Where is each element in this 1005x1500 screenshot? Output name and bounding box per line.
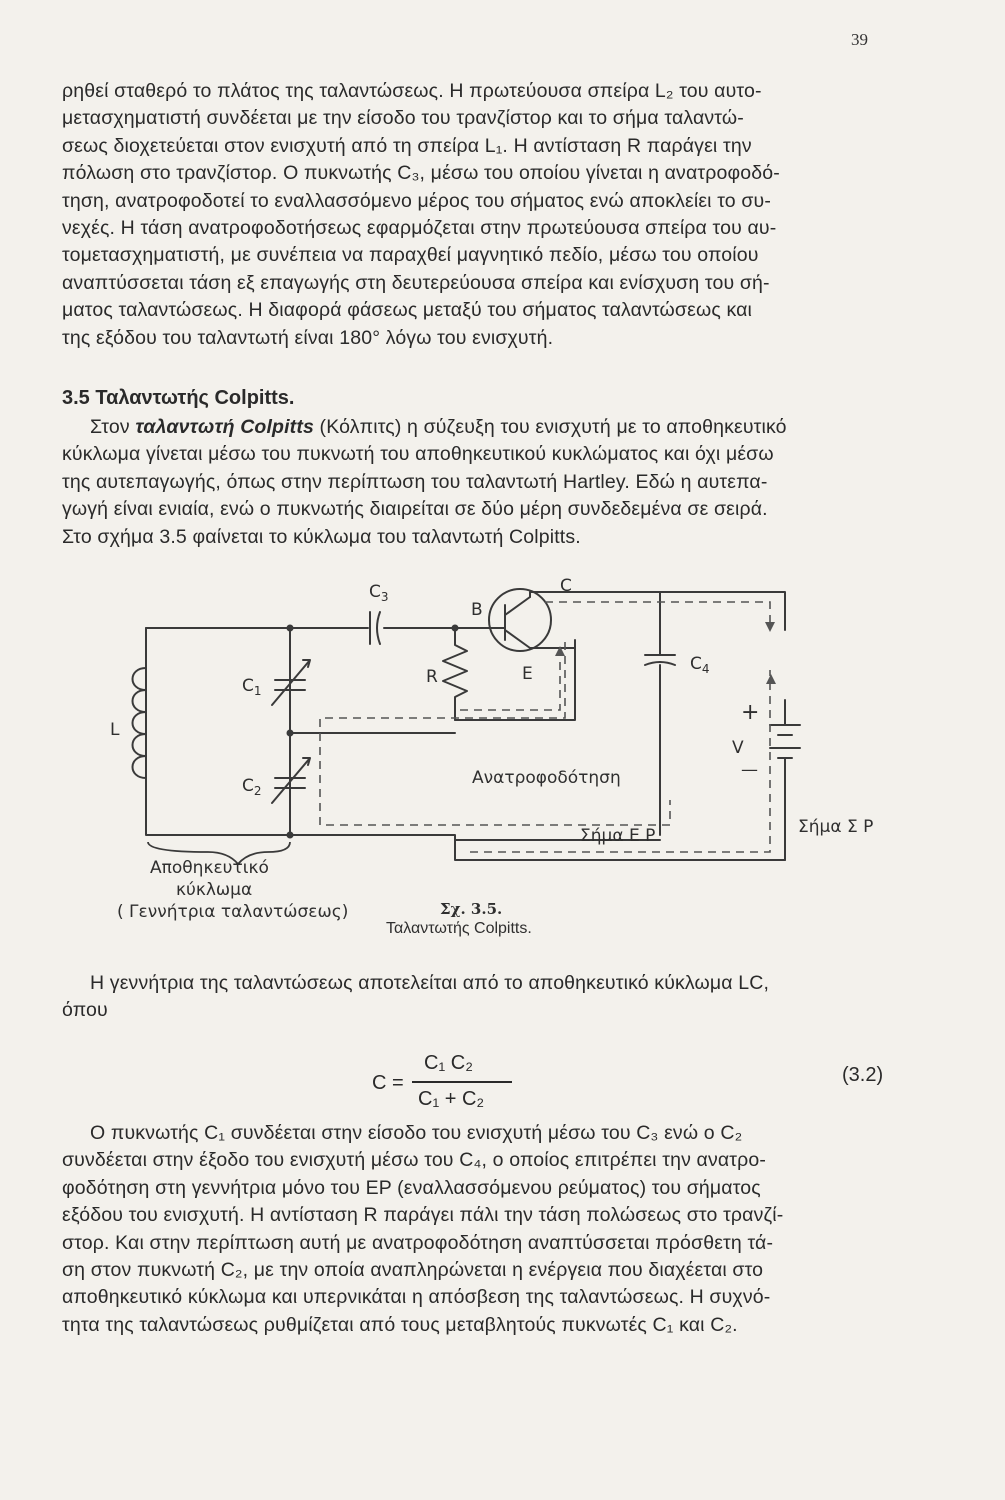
label-signal-sp: Σήμα Σ Ρ — [798, 817, 874, 837]
label-collector: C — [560, 576, 572, 596]
text-line: όπου — [62, 999, 108, 1022]
equation-3-2 — [0, 1046, 1005, 1116]
capacitor-c4 — [645, 592, 675, 835]
text-line: ρηθεί σταθερό το πλάτος της ταλαντώσεως. Η πρωτεύουσα σπείρα L₂ του αυτο- — [62, 80, 762, 102]
text-line: εξόδου του ενισχυτή. Η αντίσταση R παράγει πάλι την τάση πολώσεως στο τρανζί- — [62, 1204, 784, 1227]
label-c4: $C_4$ — [690, 654, 710, 676]
text-run: (Κόλπιτς) η σύζευξη του ενισχυτή με το αποθηκευτικό — [313, 416, 787, 438]
text-line: τητα της ταλαντώσεως ρυθμίζεται από τους μεταβλητούς πυκνωτές C₁ και C₂. — [62, 1313, 738, 1336]
equation-equals: = — [392, 1072, 404, 1094]
label-c1: $C_1$ — [242, 676, 262, 698]
wire-tank-left — [146, 628, 290, 835]
text-line: Στο σχήμα 3.5 φαίνεται το κύκλωμα του ταλαντωτή Colpitts. — [62, 525, 581, 548]
text-line: σεως διοχετεύεται στον ενισχυτή από τη σπείρα L₁. Η αντίσταση R παράγει την — [62, 134, 752, 157]
text-line: Ο πυκνωτής C₁ συνδέεται στην είσοδο του ενισχυτή μέσω του C₃ ενώ ο C₂ — [90, 1122, 743, 1144]
inductor-l — [133, 668, 147, 778]
text-line — [62, 414, 882, 441]
text-line: της αυτεπαγωγής, όπως στην περίπτωση του ταλαντωτή Hartley. Εδώ η αυτεπα- — [62, 470, 768, 493]
text-line: ματος ταλαντώσεως. Η διαφορά φάσεως μεταξύ του σήματος ταλαντώσεως και — [62, 299, 753, 322]
label-c2: $C_2$ — [242, 776, 262, 798]
label-inductor: L — [110, 720, 120, 740]
text-line: γωγή είναι ενιαία, ενώ ο πυκνωτής διαιρείται σε δύο μέρη συνδεδεμένα σε σειρά. — [62, 498, 768, 521]
label-plus: + — [741, 700, 760, 725]
page-number: 39 — [851, 30, 868, 49]
text-line: αποθηκευτικό κύκλωμα και υπερνικάται η απόσβεση της ταλαντώσεως. Η συχνό- — [62, 1286, 771, 1309]
path-ep — [460, 650, 560, 710]
battery-v — [770, 700, 800, 860]
label-tank-1: Αποθηκευτικό — [150, 858, 269, 878]
figure-caption-title: Σχ. 3.5. — [440, 900, 503, 918]
label-minus: — — [741, 760, 758, 780]
equation-lhs: C — [372, 1072, 387, 1094]
label-voltage: V — [732, 738, 744, 758]
text-line: πόλωση στο τρανζίστορ. Ο πυκνωτής C₃, μέσω του οποίου γίνεται η ανατροφοδό- — [62, 162, 780, 185]
text-line: συνδέεται στην έξοδο του ενισχυτή μέσω του C₄, ο οποίος επιτρέπει την ανατρο- — [62, 1149, 767, 1172]
label-tank-3: ( Γεννήτρια ταλαντώσεως) — [117, 902, 349, 922]
text-line: της εξόδου του ταλαντωτή είναι 180° λόγω του ενισχυτή. — [62, 326, 554, 349]
paragraph-capacitors — [62, 1120, 882, 1339]
paragraph-colpitts-intro — [62, 414, 882, 551]
text-line: νεχές. Η τάση ανατροφοδοτήσεως εφαρμόζεται στην πρωτεύουσα σπείρα του αυ- — [62, 217, 777, 240]
text-line: μετασχηματιστή συνδέεται με την είσοδο του τρανζίστορ και το σήμα ταλαντώ- — [62, 107, 744, 130]
fraction-bar — [412, 1081, 512, 1083]
equation-numerator: C₁ C₂ — [424, 1052, 473, 1074]
figure-colpitts-circuit — [0, 570, 1005, 950]
transistor-collector — [530, 592, 785, 630]
label-emitter: E — [522, 664, 533, 684]
label-signal-ep: Σήμα Ε Ρ — [580, 826, 656, 846]
text-line: τομετασχηματιστή, με συνέπεια να παραχθεί μαγνητικό πεδίο, μέσω του οποίου — [62, 244, 759, 267]
text-line: κύκλωμα γίνεται μέσω του πυκνωτή του αποθηκευτικού κυκλώματος και όχι μέσω — [62, 443, 774, 466]
label-tank-2: κύκλωμα — [176, 880, 253, 900]
equation-number: (3.2) — [842, 1064, 884, 1086]
text-run: Στον — [90, 416, 136, 438]
capacitor-c3 — [370, 612, 380, 644]
label-feedback: Ανατροφοδότηση — [472, 768, 621, 788]
term-colpitts: ταλαντωτή Colpitts — [135, 416, 314, 438]
label-c3: $C_3$ — [369, 582, 389, 604]
text-line: ση στον πυκνωτή C₂, με την οποία αναπληρώνεται η ενέργεια που διαχέεται στο — [62, 1259, 764, 1282]
text-line: στορ. Και στην περίπτωση αυτή με ανατροφοδότηση αναπτύσσεται πρόσθετη τά- — [62, 1231, 774, 1254]
section-heading: 3.5 Ταλαντωτής Colpitts. — [62, 387, 295, 409]
paragraph-hartley-continued — [62, 78, 882, 352]
text-line: φοδότηση στη γεννήτρια μόνο του ΕΡ (εναλλασσόμενου ρεύματος) του σήματος — [62, 1176, 761, 1199]
text-line: τηση, ανατροφοδοτεί το εναλλασσόμενο μέρος του σήματος ενώ αποκλείει το συ- — [62, 189, 771, 212]
equation-denominator: C₁ + C₂ — [418, 1088, 485, 1110]
text-line: Η γεννήτρια της ταλαντώσεως αποτελείται από το αποθηκευτικό κύκλωμα LC, — [90, 972, 770, 994]
figure-caption-text: Ταλαντωτής Colpitts. — [386, 920, 532, 937]
wire-bottom — [290, 835, 785, 860]
text-line: αναπτύσσεται τάση εξ επαγωγής στη δευτερεύουσα σπείρα και ενίσχυση του σή- — [62, 271, 770, 294]
paragraph-generator — [62, 970, 882, 1025]
label-resistor: R — [426, 667, 438, 687]
resistor-r — [443, 628, 467, 720]
label-base: B — [471, 600, 483, 620]
circuit-diagram — [0, 570, 1005, 950]
path-signal-sp — [545, 602, 770, 630]
